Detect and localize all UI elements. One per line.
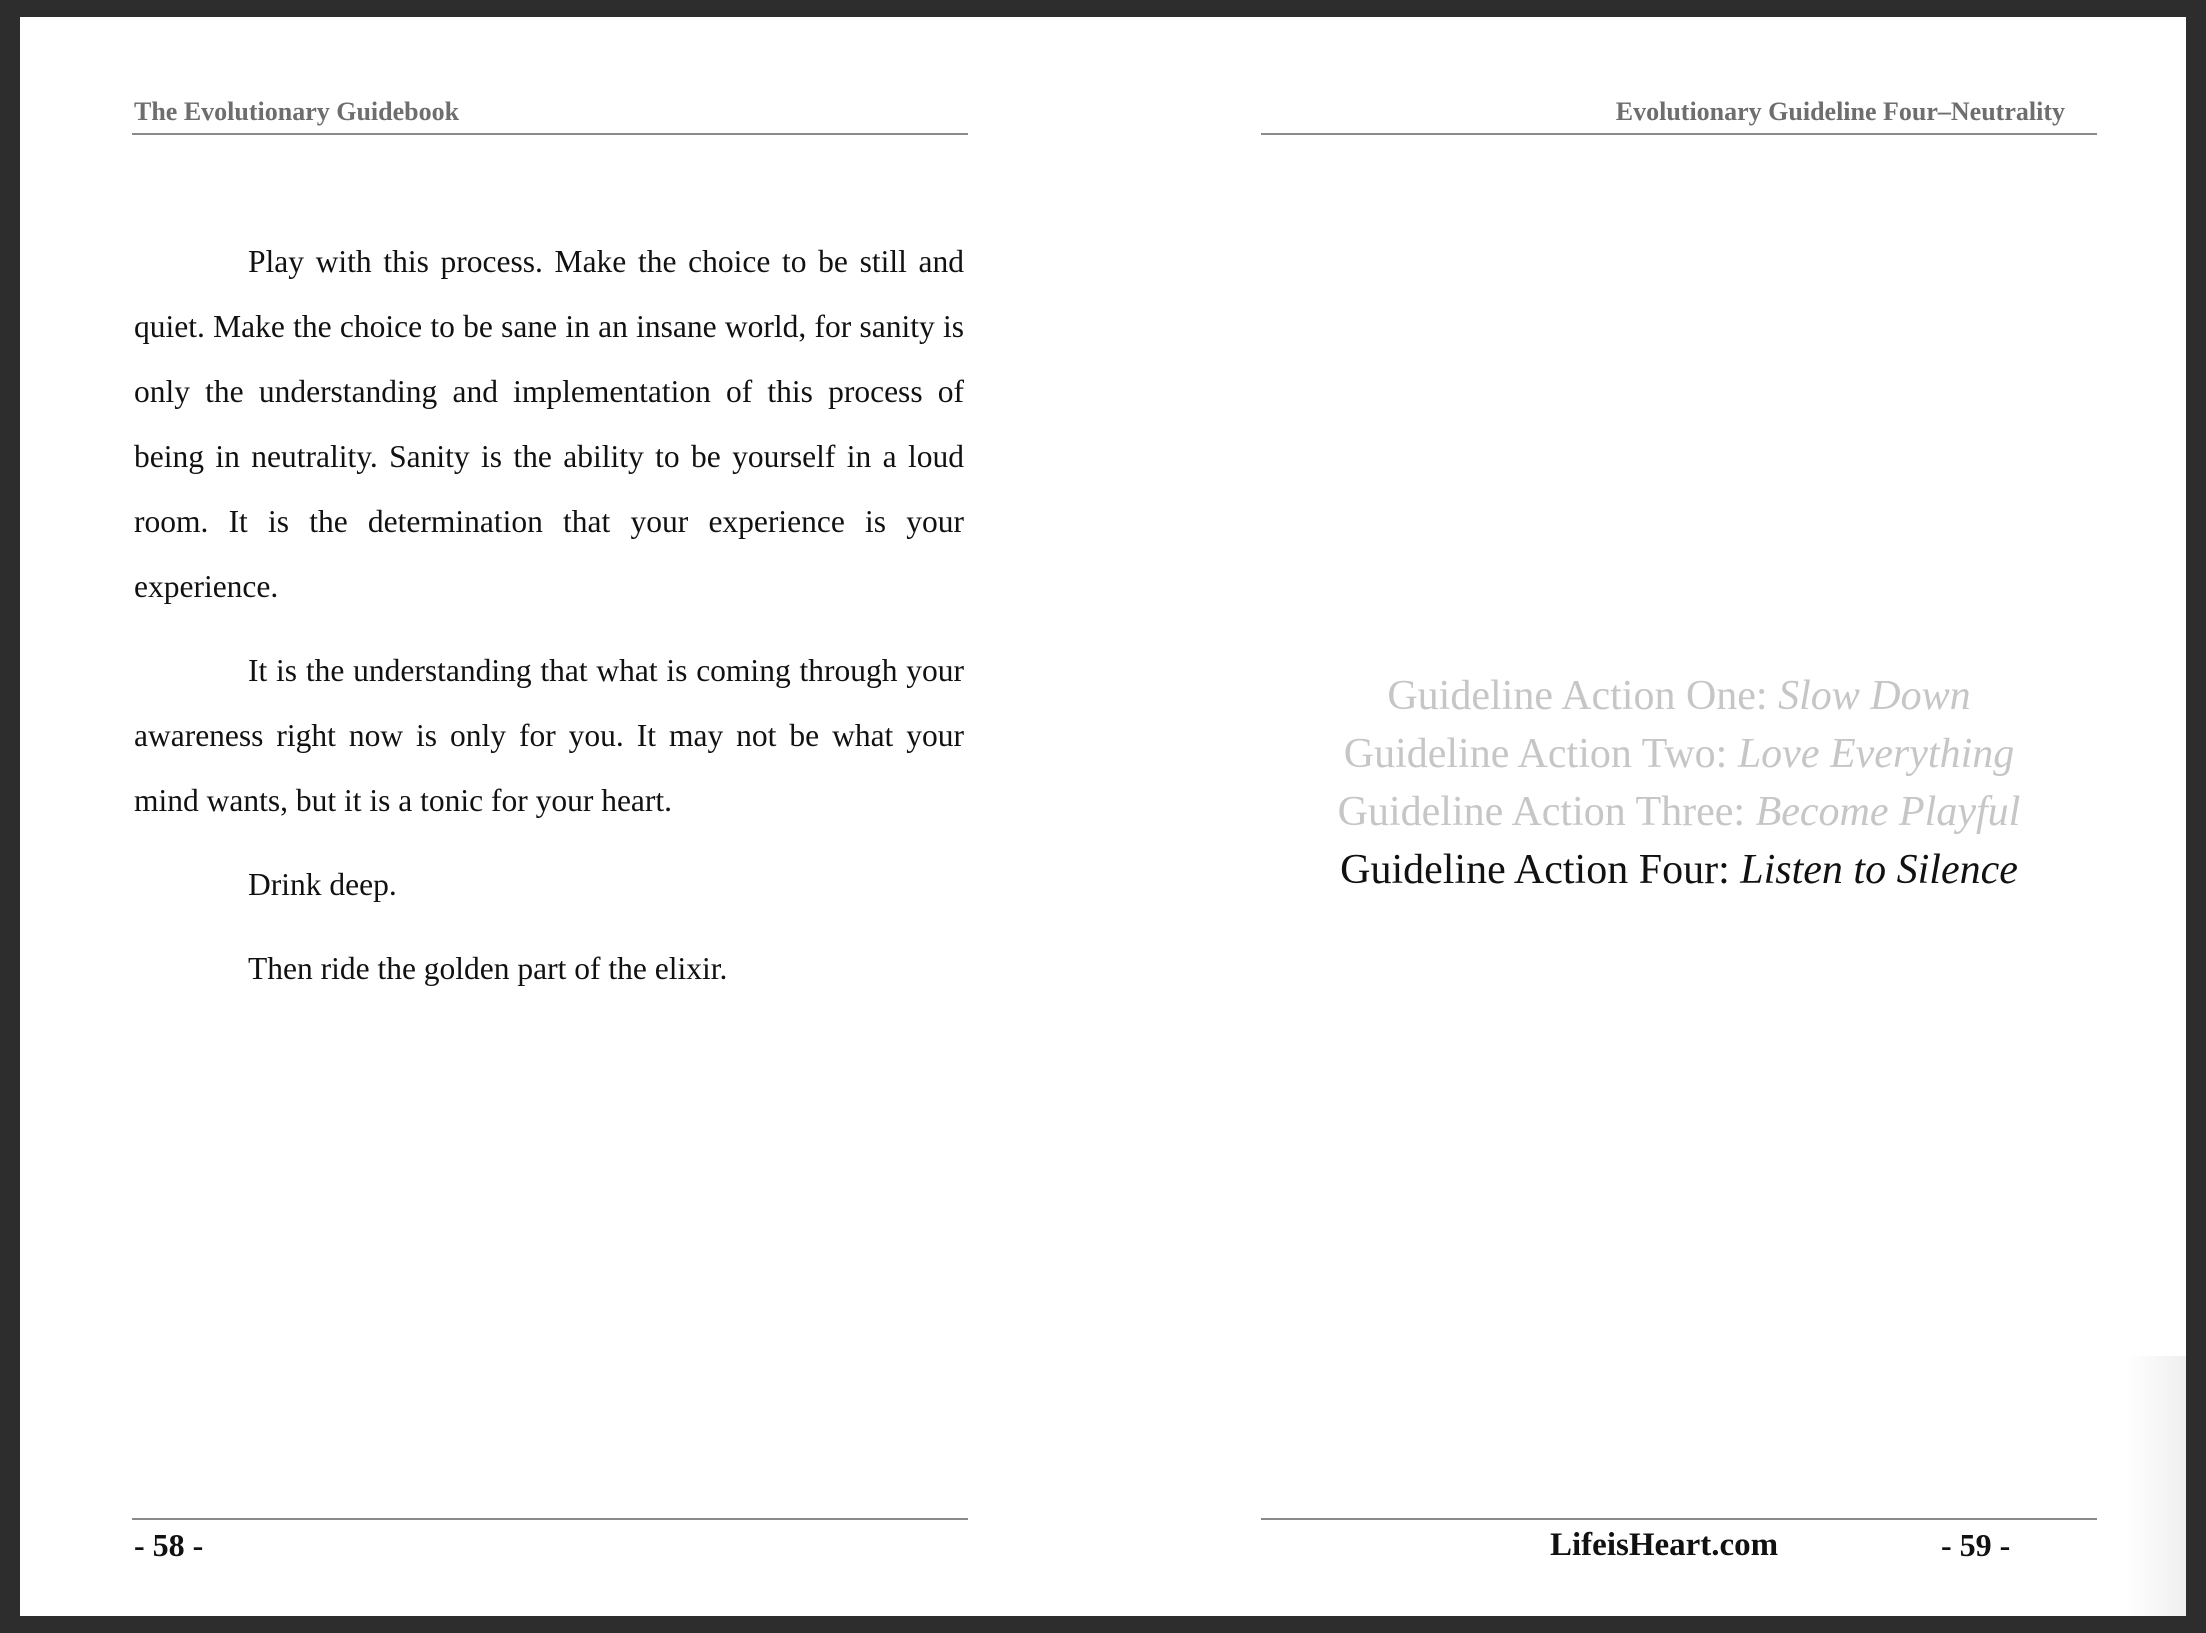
running-header-right: Evolutionary Guideline Four–Neutrality xyxy=(1615,97,2065,126)
page-curl-shadow xyxy=(2126,1356,2186,1616)
body-text xyxy=(134,229,964,1001)
right-page xyxy=(1103,17,2186,1616)
footer-rule-right xyxy=(1261,1518,2097,1520)
action-name: Listen to Silence xyxy=(1740,847,2018,893)
paragraph-3: Drink deep. xyxy=(248,867,397,902)
page-number-right: - 59 - xyxy=(1941,1527,2011,1563)
action-label: Guideline Action Four: xyxy=(1340,847,1730,893)
book-spread xyxy=(20,17,2186,1616)
header-rule-left xyxy=(132,133,968,135)
action-label: Guideline Action One: xyxy=(1387,673,1768,719)
paragraph-4: Then ride the golden part of the elixir. xyxy=(248,951,728,986)
action-name: Slow Down xyxy=(1778,673,1971,719)
footer-website: LifeisHeart.com xyxy=(1550,1527,1779,1563)
header-rule-right xyxy=(1261,133,2097,135)
running-header-left: The Evolutionary Guidebook xyxy=(134,97,460,126)
action-line-one xyxy=(1261,667,2097,725)
action-name: Become Playful xyxy=(1755,789,2021,835)
page-number-left: - 58 - xyxy=(134,1527,204,1563)
left-page xyxy=(20,17,1103,1616)
paragraph-1: Play with this process. Make the choice to be still and quiet. Make the choice to be sane in an insane world, for sanity is only the understanding and implementation of this process of being in neutrality. Sanity is the ability to be yourself in a loud room. It is the determination that your experience is your experience. xyxy=(134,244,964,604)
action-line-two xyxy=(1261,725,2097,783)
guideline-actions-list xyxy=(1261,667,2097,899)
action-label: Guideline Action Three: xyxy=(1337,789,1746,835)
action-line-four xyxy=(1261,841,2097,899)
paragraph-2: It is the understanding that what is coming through your awareness right now is only for you. It may not be what your mind wants, but it is a tonic for your heart. xyxy=(134,653,964,818)
action-line-three xyxy=(1261,783,2097,841)
footer-rule-left xyxy=(132,1518,968,1520)
action-label: Guideline Action Two: xyxy=(1343,731,1728,777)
action-name: Love Everything xyxy=(1737,731,2015,777)
